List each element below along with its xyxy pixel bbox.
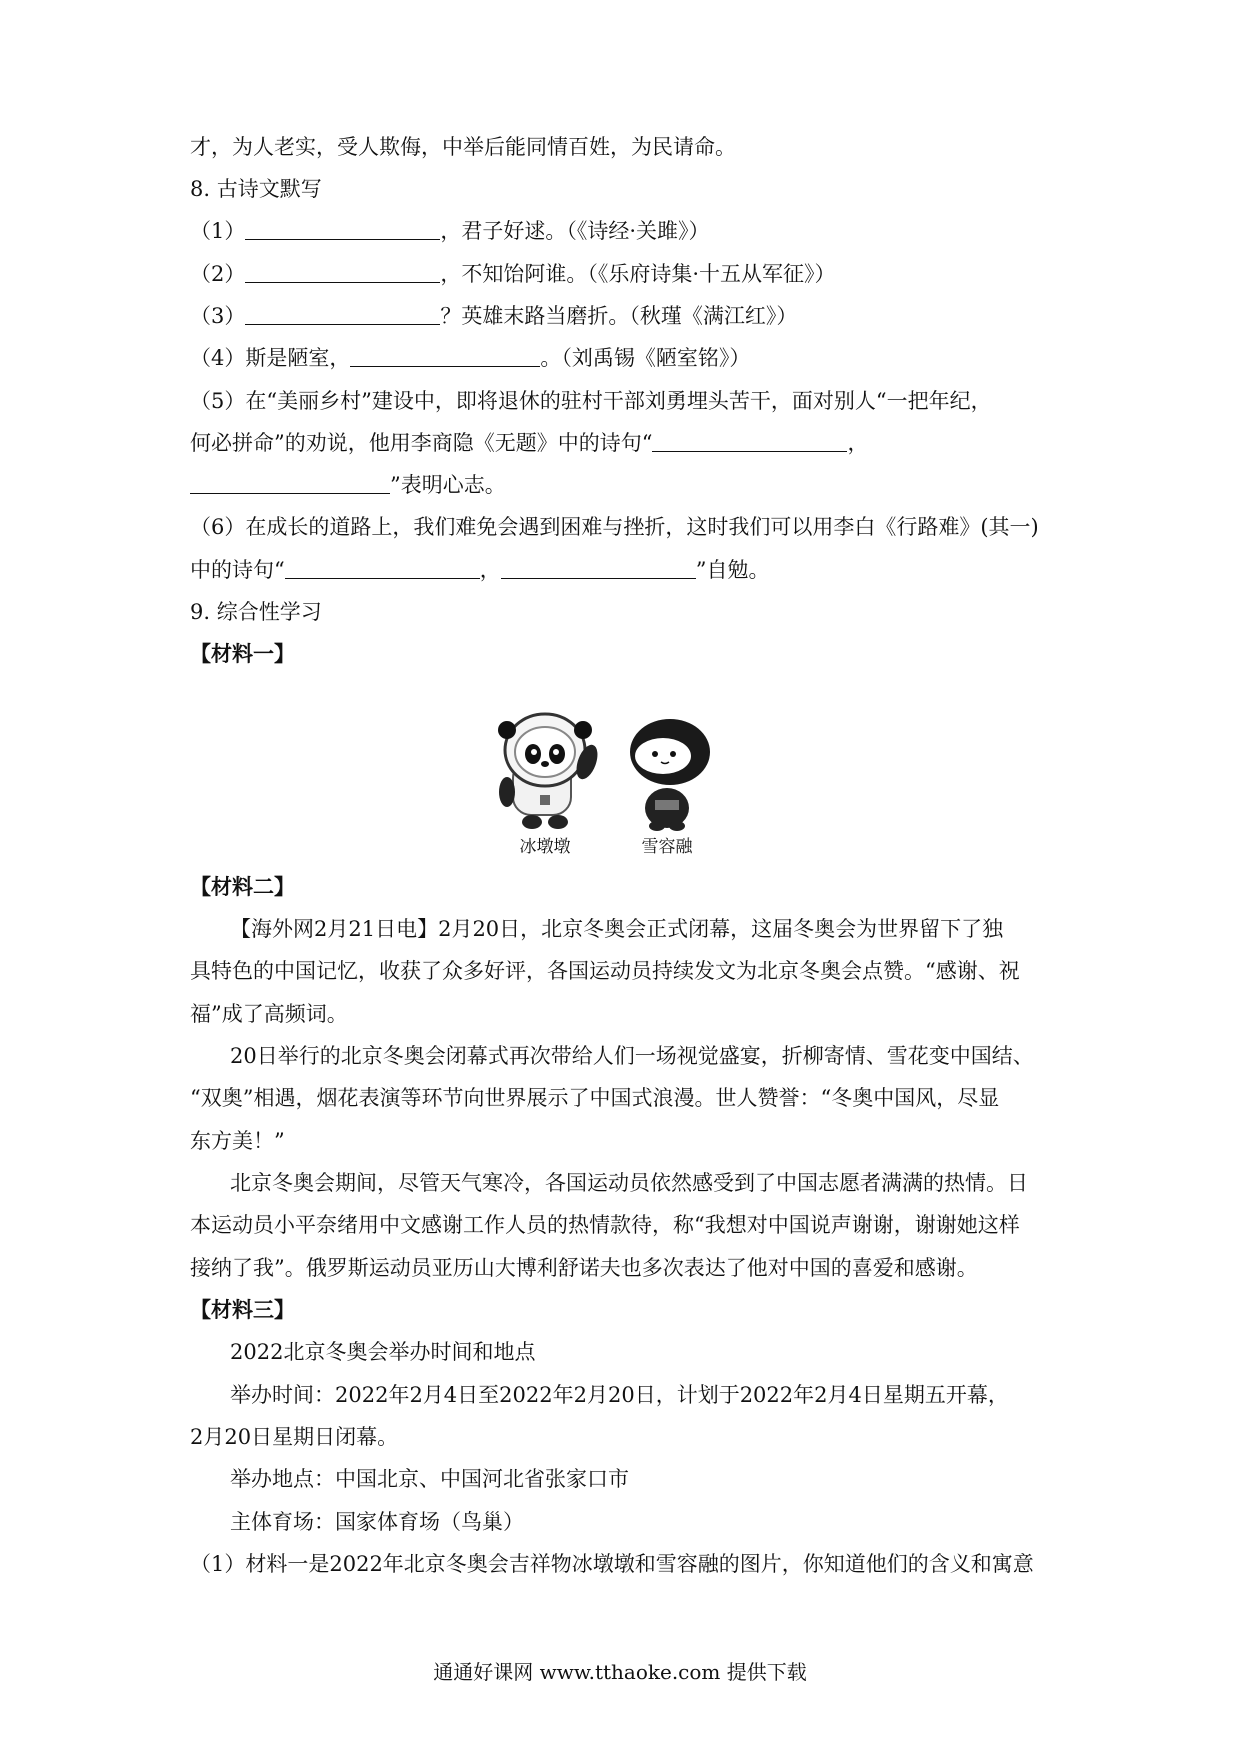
text-span: ， bbox=[479, 558, 501, 582]
text-span: （2） bbox=[190, 262, 246, 286]
text-span: （6）在成长的道路上，我们难免会遇到困难与挫折，这时我们可以用李白《行路难》(其一) bbox=[190, 515, 1039, 539]
text-line bbox=[230, 1507, 1110, 1537]
shuey-rhon-rhon-figure bbox=[630, 719, 710, 831]
text-line bbox=[190, 1210, 1070, 1240]
question-8-4 bbox=[190, 343, 1070, 373]
text-span: 东方美！” bbox=[190, 1129, 285, 1153]
text-span: 2月20日星期日闭幕。 bbox=[190, 1425, 399, 1449]
answer-blank[interactable] bbox=[245, 302, 440, 325]
text-span: 。（刘禹锡《陋室铭》） bbox=[540, 346, 751, 370]
text-line bbox=[190, 1253, 1070, 1283]
text-span: 中的诗句“ bbox=[190, 558, 285, 582]
text-line bbox=[190, 956, 1070, 986]
mascot-label-shuey-rhon-rhon: 雪容融 bbox=[641, 837, 693, 857]
text-span: 何必拼命”的劝说，他用李商隐《无题》中的诗句“ bbox=[190, 431, 653, 455]
text-span: 福”成了高频词。 bbox=[190, 1002, 348, 1026]
question-8-5-cont bbox=[190, 470, 1070, 500]
text-span: ”表明心志。 bbox=[390, 473, 506, 497]
text-span: 北京冬奥会期间，尽管天气寒冷，各国运动员依然感受到了中国志愿者满满的热情。日 bbox=[230, 1171, 1028, 1195]
mascots-image bbox=[485, 710, 730, 860]
answer-blank[interactable] bbox=[652, 429, 847, 452]
question-8-5 bbox=[190, 386, 1070, 416]
question-9-1 bbox=[190, 1549, 1070, 1579]
material-3-label bbox=[190, 1295, 1070, 1325]
text-span: ，君子好逑。（《诗经·关雎》） bbox=[440, 219, 710, 243]
text-line bbox=[190, 132, 1070, 162]
text-line bbox=[230, 1041, 1110, 1071]
question-8-title bbox=[190, 174, 1070, 204]
text-span: （5）在“美丽乡村”建设中，即将退休的驻村干部刘勇埋头苦干，面对别人“一把年纪， bbox=[190, 389, 992, 413]
text-span: （4）斯是陋室， bbox=[190, 346, 351, 370]
text-span: 具特色的中国记忆，收获了众多好评，各国运动员持续发文为北京冬奥会点赞。“感谢、祝 bbox=[190, 959, 1020, 983]
answer-blank[interactable] bbox=[190, 471, 390, 494]
question-8-6 bbox=[190, 512, 1070, 542]
text-line bbox=[190, 1422, 1070, 1452]
text-line bbox=[230, 1337, 1110, 1367]
text-span: 8. 古诗文默写 bbox=[190, 177, 322, 201]
text-span: 【材料三】 bbox=[190, 1297, 295, 1322]
answer-blank[interactable] bbox=[245, 217, 440, 240]
question-8-5-cont bbox=[190, 428, 1070, 458]
answer-blank[interactable] bbox=[285, 556, 480, 579]
text-span: 举办时间：2022年2月4日至2022年2月20日，计划于2022年2月4日星期五开幕， bbox=[230, 1383, 1009, 1407]
page-footer: 通通好课网 www.tthaoke.com 提供下载 bbox=[433, 1660, 807, 1684]
text-span: ”自勉。 bbox=[695, 558, 770, 582]
text-span: 【材料二】 bbox=[190, 874, 295, 899]
answer-blank[interactable] bbox=[245, 260, 440, 283]
text-line bbox=[190, 1126, 1070, 1156]
answer-blank[interactable] bbox=[501, 556, 696, 579]
text-line bbox=[230, 914, 1110, 944]
answer-blank[interactable] bbox=[350, 344, 540, 367]
material-2-label bbox=[190, 872, 1070, 902]
text-span: 9. 综合性学习 bbox=[190, 600, 322, 624]
text-span: 举办地点：中国北京、中国河北省张家口市 bbox=[230, 1467, 629, 1491]
question-8-6-cont bbox=[190, 555, 1070, 585]
text-span: 主体育场：国家体育场（鸟巢） bbox=[230, 1510, 524, 1534]
text-span: 接纳了我”。俄罗斯运动员亚历山大博利舒诺夫也多次表达了他对中国的喜爱和感谢。 bbox=[190, 1256, 978, 1280]
text-span: 本运动员小平奈绪用中文感谢工作人员的热情款待，称“我想对中国说声谢谢，谢谢她这样 bbox=[190, 1213, 1020, 1237]
text-span: “双奥”相遇，烟花表演等环节向世界展示了中国式浪漫。世人赞誉：“冬奥中国风，尽显 bbox=[190, 1086, 1000, 1110]
text-span: ， bbox=[847, 431, 869, 455]
text-span: 【海外网2月21日电】2月20日，北京冬奥会正式闭幕，这届冬奥会为世界留下了独 bbox=[230, 917, 1004, 941]
bing-dwen-dwen-figure bbox=[498, 714, 602, 829]
question-9-title bbox=[190, 597, 1070, 627]
text-span: （1）材料一是2022年北京冬奥会吉祥物冰墩墩和雪容融的图片，你知道他们的含义和寓意 bbox=[190, 1552, 1034, 1576]
question-8-3 bbox=[190, 301, 1070, 331]
text-span: ？英雄末路当磨折。（秋瑾《满江红》） bbox=[440, 304, 798, 328]
mascot-label-bing-dwen-dwen: 冰墩墩 bbox=[519, 837, 571, 857]
text-span: 才，为人老实，受人欺侮，中举后能同情百姓，为民请命。 bbox=[190, 135, 736, 159]
question-8-1 bbox=[190, 216, 1070, 246]
material-1-label bbox=[190, 639, 1070, 669]
text-span: 【材料一】 bbox=[190, 641, 295, 666]
text-span: 20日举行的北京冬奥会闭幕式再次带给人们一场视觉盛宴，折柳寄情、雪花变中国结、 bbox=[230, 1044, 1034, 1068]
text-span: 2022北京冬奥会举办时间和地点 bbox=[230, 1340, 536, 1364]
text-line bbox=[230, 1380, 1110, 1410]
question-8-2 bbox=[190, 259, 1070, 289]
text-span: （3） bbox=[190, 304, 246, 328]
text-span: ，不知饴阿谁。（《乐府诗集·十五从军征》） bbox=[440, 262, 836, 286]
text-span: （1） bbox=[190, 219, 246, 243]
text-line bbox=[190, 1083, 1070, 1113]
text-line bbox=[230, 1464, 1110, 1494]
text-line bbox=[190, 999, 1070, 1029]
text-line bbox=[230, 1168, 1110, 1198]
